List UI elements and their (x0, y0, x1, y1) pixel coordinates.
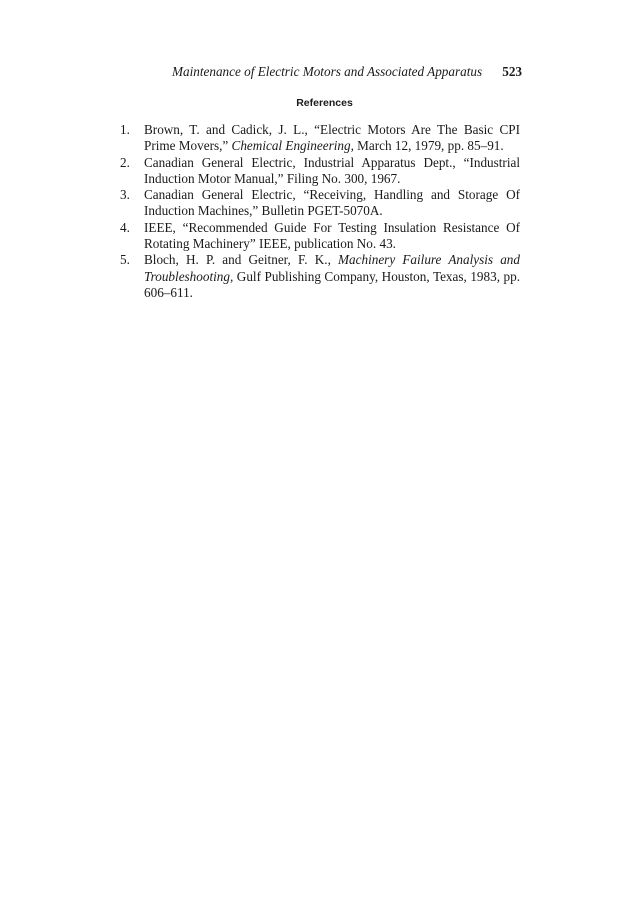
reference-text-part: March 12, 1979, pp. 85–91. (353, 138, 504, 154)
reference-book-title: Machinery Failure Analysis and Troubleshooting, (144, 252, 520, 284)
running-header-title: Maintenance of Electric Motors and Associated Apparatus (172, 64, 483, 79)
reference-number: 2. (120, 154, 130, 170)
reference-item-5 (120, 252, 520, 301)
reference-item-4 (120, 220, 520, 253)
reference-item-1 (120, 122, 520, 155)
reference-list (120, 122, 520, 301)
reference-text-part: Gulf Publishing Company, Houston, Texas, 1983, pp. 606–611. (144, 268, 520, 300)
reference-text (144, 187, 520, 218)
section-heading-text: References (296, 97, 353, 109)
reference-text (144, 220, 520, 251)
running-header (172, 64, 522, 80)
reference-item-2 (120, 155, 520, 188)
reference-text-part: Canadian General Electric, “Receiving, Handling and Storage Of Induction Machines,” Bulletin PGET-5070A. (144, 187, 520, 219)
reference-journal-title: Chemical Engineering, (231, 138, 354, 154)
reference-text-part: Canadian General Electric, Industrial Apparatus Dept., “Industrial Induction Motor Manual,” Filing No. 300, 1967. (144, 154, 520, 186)
reference-text (144, 122, 520, 153)
reference-number: 3. (120, 187, 130, 203)
reference-number: 5. (120, 252, 130, 268)
page-number: 523 (502, 64, 522, 79)
reference-number: 1. (120, 122, 130, 137)
reference-number: 4. (120, 219, 130, 235)
reference-text-part: IEEE, “Recommended Guide For Testing Insulation Resistance Of Rotating Machinery” IEEE, publication No. 43. (144, 219, 520, 252)
reference-text (144, 155, 520, 186)
reference-text-part: Bloch, H. P. and Geitner, F. K., (144, 252, 339, 268)
reference-text (144, 252, 520, 300)
reference-item-3 (120, 187, 520, 220)
reference-text-part: Brown, T. and Cadick, J. L., “Electric Motors Are The Basic CPI Prime Movers,” (144, 122, 520, 154)
section-heading (0, 96, 639, 110)
